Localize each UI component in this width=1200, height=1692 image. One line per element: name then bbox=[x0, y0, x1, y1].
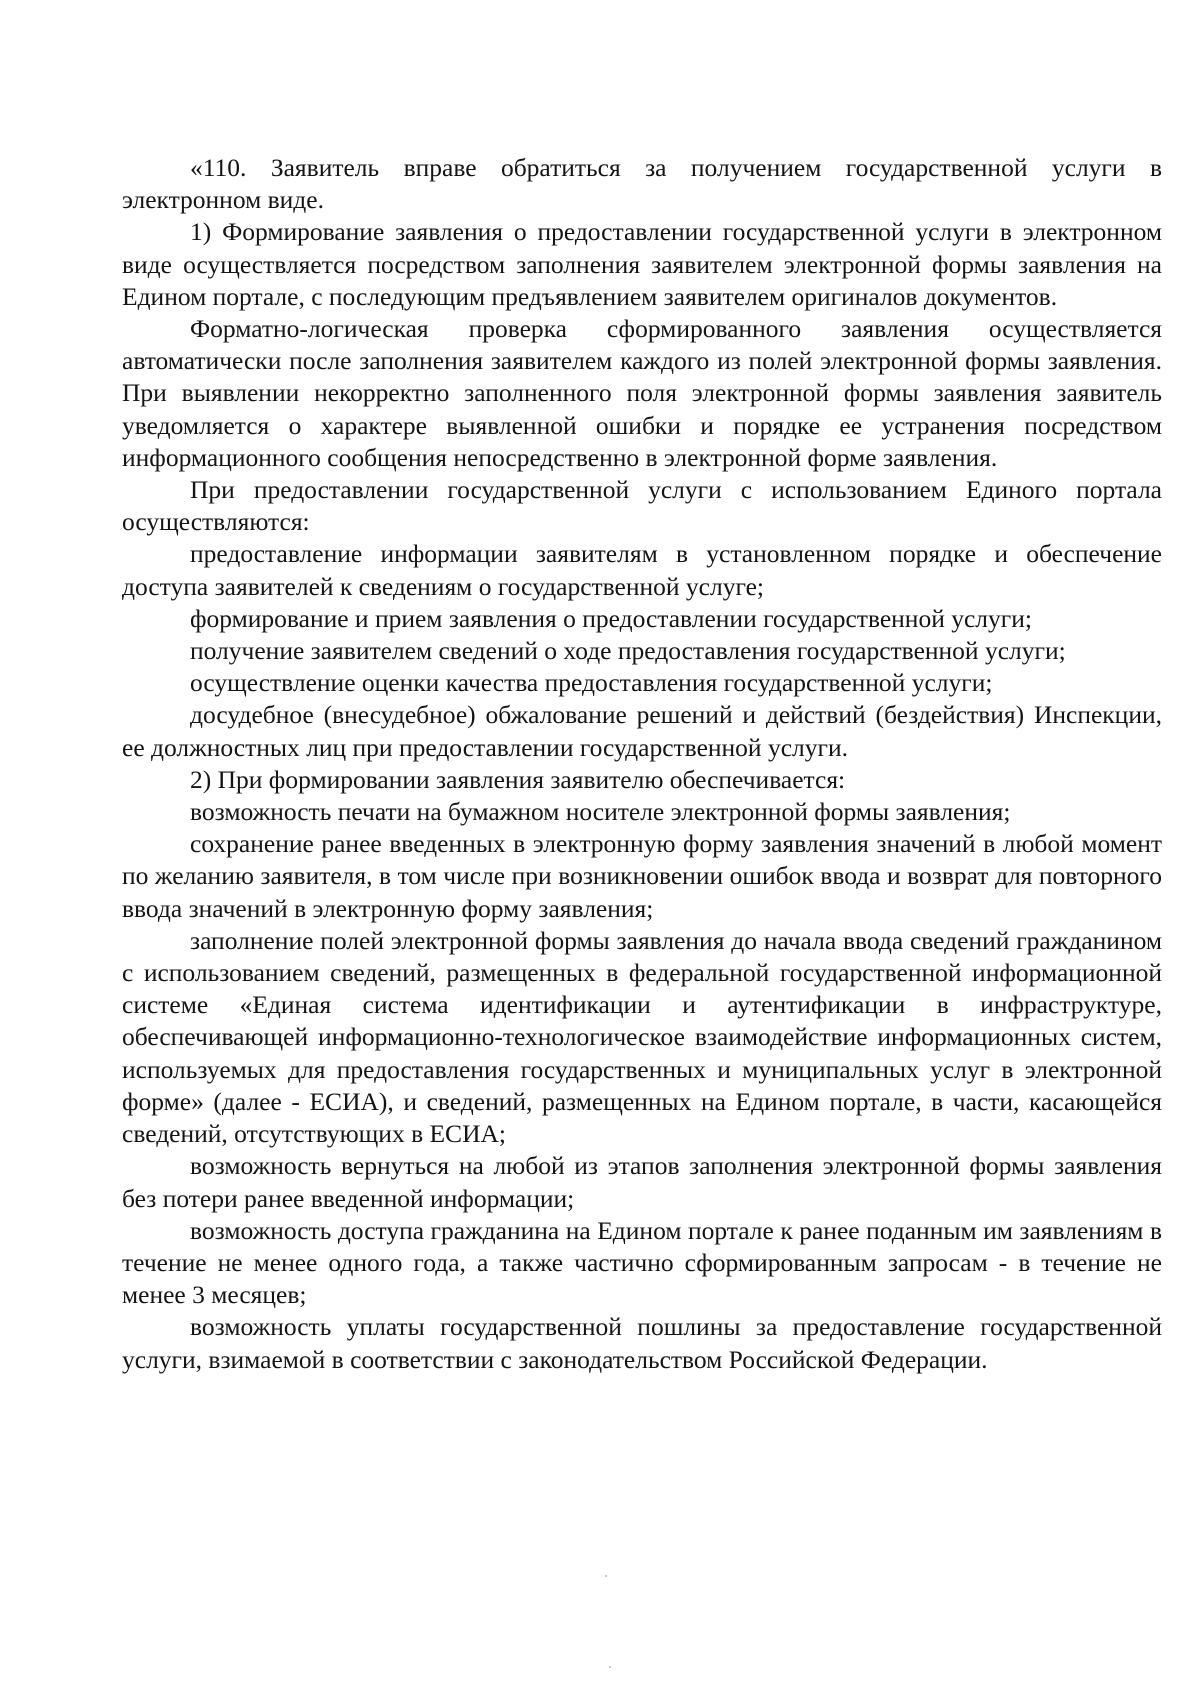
paragraph-portal-intro: При предоставлении государственной услуги с использованием Единого портала осуществляются: bbox=[122, 475, 1162, 537]
paragraph-list-prefill: заполнение полей электронной формы заявления до начала ввода сведений гражданином с использованием сведений, размещенных в федеральной государственной информационной системе «Единая система идентификации и аутентификации в инфраструктуре, обеспечивающей информационно-технологическое взаимодействие информационных систем, используемых для предоставления государственных и муниципальных услуг в электронной форме» (далее - ЕСИА), и сведений, размещенных на Едином портале, в части, касающейся сведений, отсутствующих в ЕСИА; bbox=[122, 925, 1162, 1149]
paragraph-list-access: возможность доступа гражданина на Едином портале к ранее поданным им заявлениям в течение не менее одного года, а также частично сформированным запросам - в течение не менее 3 месяцев; bbox=[122, 1215, 1162, 1310]
document-body bbox=[122, 152, 1162, 1376]
paragraph-list-print: возможность печати на бумажном носителе электронной формы заявления; bbox=[190, 797, 1011, 827]
paragraph-format-check: Форматно-логическая проверка сформированного заявления осуществляется автоматически после заполнения заявителем каждого из полей электронной формы заявления. При выявлении некорректно заполненного поля электронной формы заявления заявитель уведомляется о характере выявленной ошибки и порядке ее устранения посредством информационного сообщения непосредственно в электронной форме заявления. bbox=[122, 314, 1162, 472]
paragraph-list-save: сохранение ранее введенных в электронную форму заявления значений в любой момент по желанию заявителя, в том числе при возникновении ошибок ввода и возврат для повторного ввода значений в электронную форму заявления; bbox=[122, 829, 1162, 923]
paragraph-list-payment: возможность уплаты государственной пошлины за предоставление государственной услуги, взимаемой в соответствии с законодательством Российской Федерации. bbox=[122, 1312, 1162, 1374]
scan-speck bbox=[609, 1666, 611, 1668]
paragraph-list-appeal: досудебное (внесудебное) обжалование решений и действий (бездействия) Инспекции, ее должностных лиц при предоставлении государственной услуги. bbox=[122, 700, 1162, 762]
paragraph-list-status: получение заявителем сведений о ходе предоставления государственной услуги; bbox=[190, 636, 1066, 666]
paragraph-list-quality: осуществление оценки качества предоставления государственной услуги; bbox=[190, 668, 993, 698]
paragraph-list-forming: формирование и прием заявления о предоставлении государственной услуги; bbox=[190, 603, 1032, 633]
paragraph-110-intro: «110. Заявитель вправе обратиться за получением государственной услуги в электронном виде. bbox=[122, 153, 1162, 215]
scan-speck bbox=[605, 1575, 607, 1577]
paragraph-list-info: предоставление информации заявителям в установленном порядке и обеспечение доступа заявителей к сведениям о государственной услуге; bbox=[122, 539, 1162, 601]
paragraph-item-1: 1) Формирование заявления о предоставлении государственной услуги в электронном виде осуществляется посредством заполнения заявителем электронной формы заявления на Едином портале, с последующим предъявлением заявителем оригиналов документов. bbox=[122, 217, 1162, 311]
paragraph-list-return: возможность вернуться на любой из этапов заполнения электронной формы заявления без потери ранее введенной информации; bbox=[122, 1151, 1162, 1213]
paragraph-item-2: 2) При формировании заявления заявителю обеспечивается: bbox=[190, 764, 846, 794]
